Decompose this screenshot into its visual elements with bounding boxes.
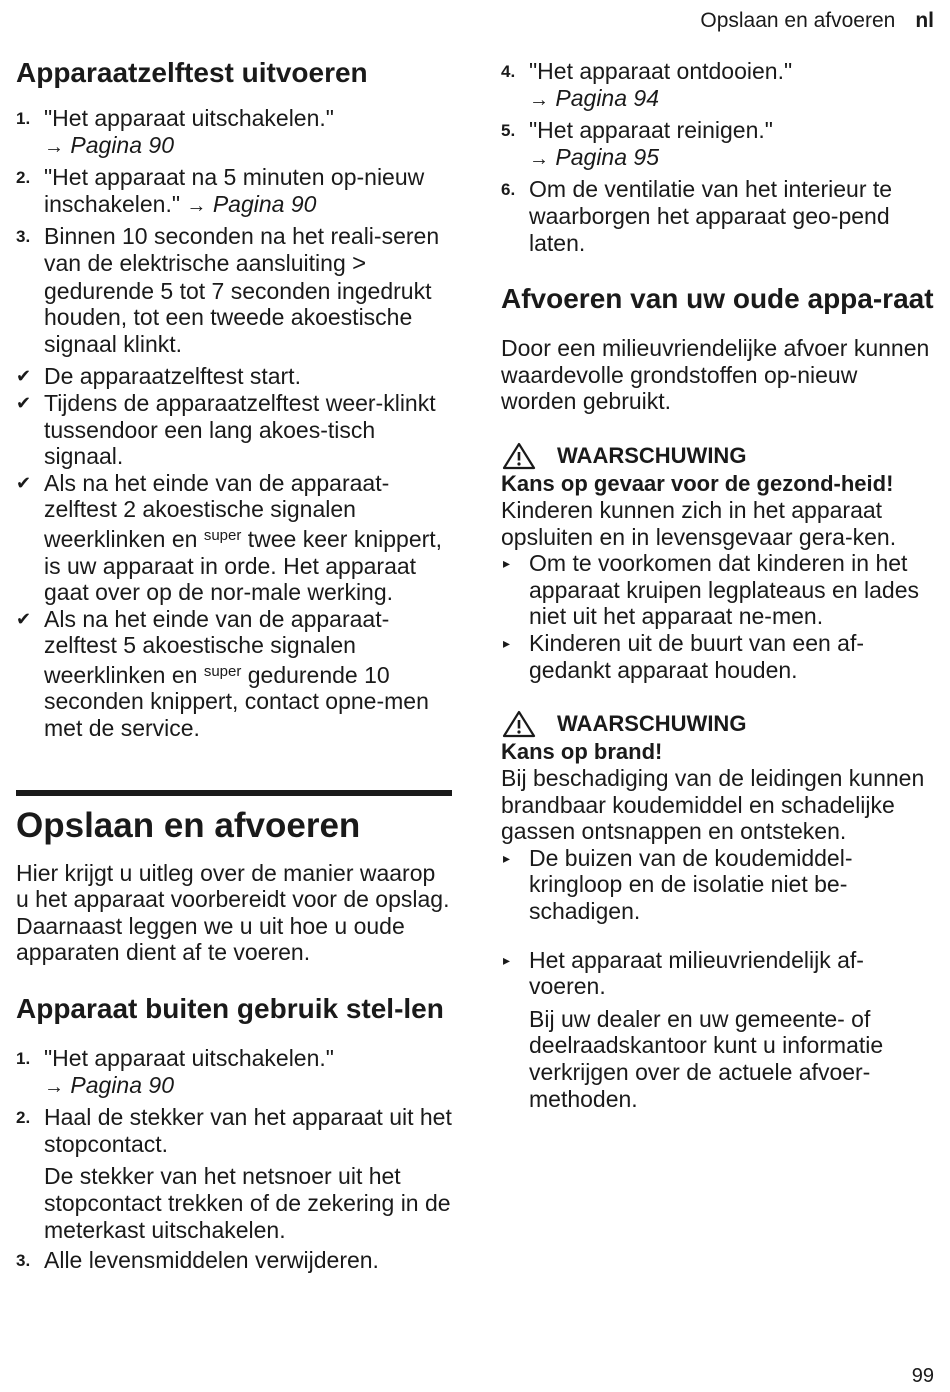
disposal-final-action	[501, 947, 937, 1113]
action-text: Om te voorkomen dat kinderen in het apparaat kruipen legplateaus en lades niet uit het apparaat ne-men.	[529, 550, 920, 630]
result-item	[16, 363, 452, 390]
language-code: nl	[915, 9, 934, 32]
running-header-section: Opslaan en afvoeren	[700, 9, 896, 32]
step-number: 2.	[16, 1108, 31, 1128]
step-text: "Het apparaat uitschakelen."	[44, 105, 334, 131]
step-text: Haal de stekker van het apparaat uit het stopcontact.	[44, 1104, 452, 1157]
checkmark-icon: ✔	[16, 392, 32, 413]
decommission-steps-left	[16, 1045, 452, 1274]
action-text: De buizen van de koudemiddel-kringloop en de isolatie niet be-schadigen.	[529, 844, 853, 925]
disposal-intro: Door een milieuvriendelijke afvoer kunnen waardevolle grondstoffen op-nieuw worden gebruikt.	[501, 335, 930, 415]
warning-block-health	[501, 441, 937, 683]
step-number: 4.	[501, 62, 516, 81]
selftest-results	[16, 363, 452, 741]
action-text: Het apparaat milieuvriendelijk af-voeren.	[529, 946, 864, 1000]
storage-heading: Opslaan en afvoeren	[16, 790, 452, 846]
step-number: 3.	[16, 1251, 31, 1271]
result-text: De apparaatzelftest start.	[44, 363, 301, 390]
warning-block-fire	[501, 709, 937, 925]
warning-text: Bij beschadiging van de leidingen kunnen brandbaar koudemiddel en schadelijke gassen ontsnappen en ontsteken.	[501, 765, 925, 845]
triangle-bullet-icon: ▸	[503, 951, 511, 968]
action-note: Bij uw dealer en uw gemeente- of deelraadskantoor kunt u informatie verkrijgen over de actuele afvoer-methoden.	[529, 1005, 884, 1112]
decommission-step-3	[16, 1247, 452, 1274]
decommission-step-1	[16, 1045, 452, 1100]
result-item	[16, 390, 452, 470]
step-text: Alle levensmiddelen verwijderen.	[44, 1247, 379, 1274]
warning-label: WAARSCHUWING	[557, 442, 747, 468]
action-text: Kinderen uit de buurt van een af-gedankt apparaat houden.	[529, 629, 865, 683]
step-note: De stekker van het netsnoer uit het stopcontact trekken of de zekering in de meterkast uitschakelen.	[44, 1163, 451, 1243]
warning-actions	[501, 845, 937, 925]
arrow-right-icon: →	[44, 135, 64, 158]
page-reference: Pagina 94	[555, 84, 659, 111]
warning-subtitle: Kans op brand!	[501, 739, 663, 765]
step-text: "Het apparaat reinigen."	[529, 117, 773, 144]
result-text: Tijdens de apparaatzelftest weer-klinkt tussendoor een lang akoes-tisch signaal.	[44, 389, 436, 470]
result-item	[16, 470, 452, 606]
warning-header	[501, 441, 937, 471]
decommission-heading: Apparaat buiten gebruik stel-len	[16, 993, 444, 1025]
result-item	[16, 606, 452, 742]
selftest-steps	[16, 105, 452, 357]
selftest-step-3	[16, 223, 452, 357]
page-reference: Pagina 90	[70, 1071, 174, 1098]
step-number: 1.	[16, 109, 31, 128]
decommission-step-6	[501, 176, 937, 256]
page-reference: Pagina 90	[212, 190, 317, 217]
triangle-bullet-icon: ▸	[503, 555, 511, 572]
left-column	[16, 56, 452, 1274]
warning-header	[501, 709, 937, 739]
warning-triangle-icon	[501, 441, 537, 471]
result-text-continued: gedurende 10 seconden knippert, contact opne-men met de service.	[44, 661, 429, 742]
arrow-right-icon: →	[529, 147, 549, 170]
step-text: "Het apparaat na 5 minuten op-nieuw inschakelen."	[44, 164, 425, 217]
warning-label: WAARSCHUWING	[557, 711, 747, 737]
page-reference: Pagina 95	[555, 143, 659, 170]
page-reference: Pagina 90	[70, 131, 174, 158]
checkmark-icon: ✔	[16, 608, 32, 629]
step-text: "Het apparaat uitschakelen."	[44, 1045, 334, 1072]
action-item	[501, 550, 937, 630]
super-indicator: super	[203, 526, 242, 544]
step-text: Binnen 10 seconden na het reali-seren van de elektrische aansluiting	[44, 223, 440, 276]
selftest-step-2	[16, 164, 452, 219]
step-text: Om de ventilatie van het interieur te waarborgen het apparaat geo-pend laten.	[529, 176, 893, 256]
action-item	[501, 947, 937, 1113]
decommission-step-5	[501, 117, 937, 172]
step-number: 3.	[16, 227, 31, 247]
arrow-right-icon: →	[186, 194, 207, 217]
action-item	[501, 845, 937, 925]
result-text: Als na het einde van de apparaat-zelftest 2 akoestische signalen weerklinken en	[44, 469, 390, 552]
step-number: 1.	[16, 1049, 31, 1069]
step-number: 6.	[501, 180, 516, 200]
page-number: 99	[911, 1365, 934, 1387]
right-column	[501, 58, 937, 1112]
chevron-right-icon: >	[352, 249, 367, 277]
selftest-heading: Apparaatzelftest uitvoeren	[16, 57, 368, 88]
step-number: 2.	[16, 168, 31, 188]
result-text-continued: twee keer knippert, is uw apparaat in orde. Het apparaat gaat over op de nor-male werking.	[44, 525, 443, 606]
running-header	[700, 8, 934, 34]
step-number: 5.	[501, 121, 516, 141]
warning-actions	[501, 550, 937, 683]
checkmark-icon: ✔	[16, 366, 32, 387]
storage-section	[16, 790, 452, 966]
warning-text: Kinderen kunnen zich in het apparaat opsluiten en in levensgevaar gera-ken.	[501, 496, 897, 550]
arrow-right-icon: →	[529, 88, 549, 111]
step-text: "Het apparaat ontdooien."	[529, 58, 793, 84]
super-indicator: super	[203, 662, 242, 680]
storage-intro: Hier krijgt u uitleg over de manier waarop u het apparaat voorbereidt voor de opslag. Daarnaast leggen we u uit hoe u oude apparaten dient af te voeren.	[16, 859, 450, 966]
step-text-continued: gedurende 5 tot 7 seconden ingedrukt houden, tot een tweede akoestische signaal klinkt.	[44, 277, 432, 357]
checkmark-icon: ✔	[16, 472, 32, 493]
action-item	[501, 630, 937, 683]
decommission-step-2	[16, 1104, 452, 1243]
selftest-step-1	[16, 105, 452, 160]
decommission-steps-right	[501, 58, 937, 256]
result-text: Als na het einde van de apparaat-zelftest 5 akoestische signalen weerklinken en	[44, 605, 390, 688]
warning-triangle-icon	[501, 709, 537, 739]
disposal-heading: Afvoeren van uw oude appa-raat	[501, 283, 934, 315]
decommission-step-4	[501, 58, 937, 113]
triangle-bullet-icon: ▸	[503, 849, 511, 866]
arrow-right-icon: →	[44, 1075, 64, 1098]
triangle-bullet-icon: ▸	[503, 634, 511, 651]
warning-subtitle: Kans op gevaar voor de gezond-heid!	[501, 470, 894, 496]
